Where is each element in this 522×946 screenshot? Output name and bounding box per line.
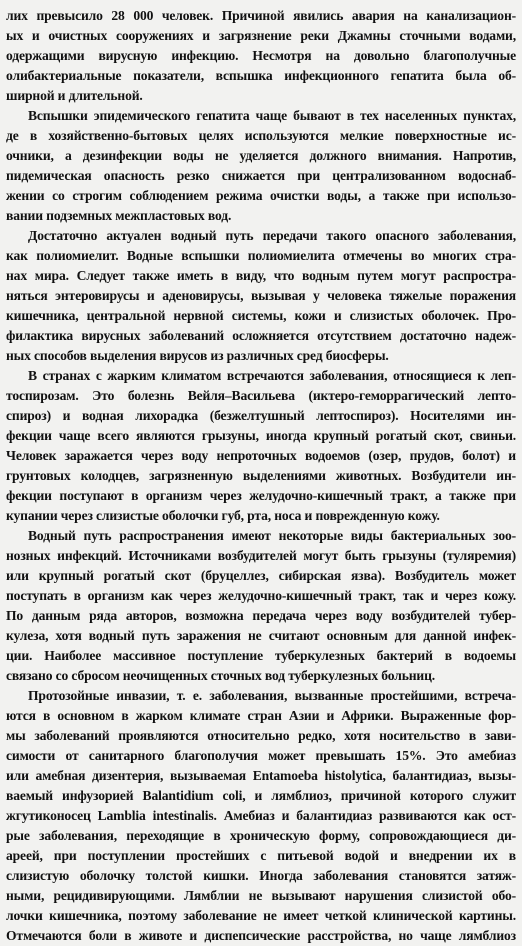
- text-line: Вспышки эпидемического гепатита чаще бывают в тех населенных пунктах,: [28, 108, 516, 123]
- text-line: пидемическая опасность резко снижается при централизованном водоснаб-: [6, 168, 516, 183]
- text-line: как полиомиелит. Водные вспышки полиомиелита отмечены во многих стра-: [6, 248, 516, 263]
- text-line: По данным ряда авторов, возможна передача через воду возбудителей тубер-: [6, 608, 516, 623]
- text-line: В странах с жарким климатом встречаются заболевания, относящиеся к леп-: [28, 368, 516, 383]
- text-line: нозных инфекций. Источниками возбудителей могут быть грызуны (туляремия): [6, 548, 516, 563]
- text-line: ных способов выделения вирусов из различных сред биосферы.: [6, 348, 389, 363]
- text-line: купании через слизистые оболочки губ, рта, носа и поврежденную кожу.: [6, 508, 440, 523]
- text-line: поступать в организм как через желудочно-кишечный тракт, так и через кожу.: [6, 588, 516, 603]
- text-line: спироз) и водная лихорадка (безжелтушный лептоспироз). Носителями ин-: [6, 408, 516, 423]
- text-line: Достаточно актуален водный путь передачи такого опасного заболевания,: [28, 228, 516, 243]
- text-line: Человек заражается через воду непроточных водоемов (озер, прудов, болот) и: [6, 448, 516, 463]
- text-line: грунтовых колодцев, загрязненную выделениями животных. Возбудители ин-: [6, 468, 516, 483]
- text-line: Протозойные инвазии, т. е. заболевания, вызванные простейшими, встреча-: [28, 688, 516, 703]
- text-line: няться энтеровирусы и аденовирусы, вызывая у человека тяжелые поражения: [6, 288, 516, 303]
- text-line: вании подземных межпластовых вод.: [6, 208, 232, 223]
- text-line: жгутиконосец Lamblia intestinalis. Амебиаз и балантидиаз развиваются как ост-: [6, 808, 516, 823]
- text-line: рые заболевания, переходящие в хроническую форму, сопровождающиеся ди-: [6, 828, 516, 843]
- text-line: ваемый инфузорией Balantidium coli, и лямблиоз, причиной которого служит: [6, 788, 516, 803]
- text-line: ширной и длительной.: [6, 88, 143, 103]
- text-line: фекции поступают в организм через желудочно-кишечный тракт, а также при: [6, 488, 516, 503]
- text-line: кулеза, хотя водный путь заражения не считают основным для данной инфек-: [6, 628, 516, 643]
- text-line: жении со строгим соблюдением режима очистки воды, а также при использо-: [6, 188, 516, 203]
- text-line: нах мира. Следует также иметь в виду, что водным путем могут распростра-: [6, 268, 516, 283]
- text-line: тоспирозам. Это болезнь Вейля–Васильева (иктеро-геморрагический лепто-: [6, 388, 516, 403]
- text-line: очники, а дезинфекции воды не уделяется должного внимания. Напротив,: [6, 148, 516, 163]
- text-line: де в хозяйственно-бытовых целях используются мелкие поверхностные ис-: [6, 128, 516, 143]
- text-line: олибактериальные показатели, вспышка инфекционного гепатита была об-: [6, 68, 516, 83]
- text-line: или крупный рогатый скот (бруцеллез, сибирская язва). Возбудитель может: [6, 568, 516, 583]
- text-line: симости от санитарного благополучия может превышать 15%. Это амебиаз: [6, 748, 516, 763]
- text-line: ых и очистных сооружениях и загрязнение реки Джамны сточными водами,: [6, 28, 516, 43]
- text-line: кишечника, центральной нервной системы, кожи и слизистых оболочек. Про-: [6, 308, 516, 323]
- text-line: ции. Наиболее массивное поступление туберкулезных бактерий в водоемы: [6, 648, 516, 663]
- text-line: или амебная дизентерия, вызываемая Entamoeba histolytica, балантидиаз, вызы-: [6, 768, 516, 783]
- text-line: одержащими вирусную инфекцию. Несмотря на довольно благополучные: [6, 48, 516, 63]
- text-line: мы заболеваний проявляются относительно редко, хотя носительство в зави-: [6, 728, 516, 743]
- text-line: филактика вирусных заболеваний осложняется отсутствием достаточно надеж-: [6, 328, 516, 343]
- text-line: Отмечаются боли в животе и диспепсические расстройства, но чаще лямблиоз: [6, 928, 516, 943]
- text-line: лих превысило 28 000 человек. Причиной явились авария на канализацион-: [6, 8, 516, 23]
- text-line: связано со сбросом неочищенных сточных вод туберкулезных больниц.: [6, 668, 436, 683]
- text-line: Водный путь распространения имеют некоторые виды бактериальных зоо-: [28, 528, 516, 543]
- body-text: [6, 6, 516, 946]
- text-line: слизистую оболочку толстой кишки. Иногда заболевания становятся затяж-: [6, 868, 516, 883]
- text-line: фекции чаще всего являются грызуны, иногда крупный рогатый скот, свиньи.: [6, 428, 516, 443]
- text-line: ются в основном в жарком климате стран Азии и Африки. Выраженные фор-: [6, 708, 516, 723]
- text-line: ареей, при поступлении простейших с питьевой водой и внедрении их в: [6, 848, 516, 863]
- text-line: ными, рецидивирующими. Лямблии не вызывают нарушения слизистой обо-: [6, 888, 516, 903]
- text-line: лочки кишечника, поэтому заболевание не имеет четкой клинической картины.: [6, 908, 516, 923]
